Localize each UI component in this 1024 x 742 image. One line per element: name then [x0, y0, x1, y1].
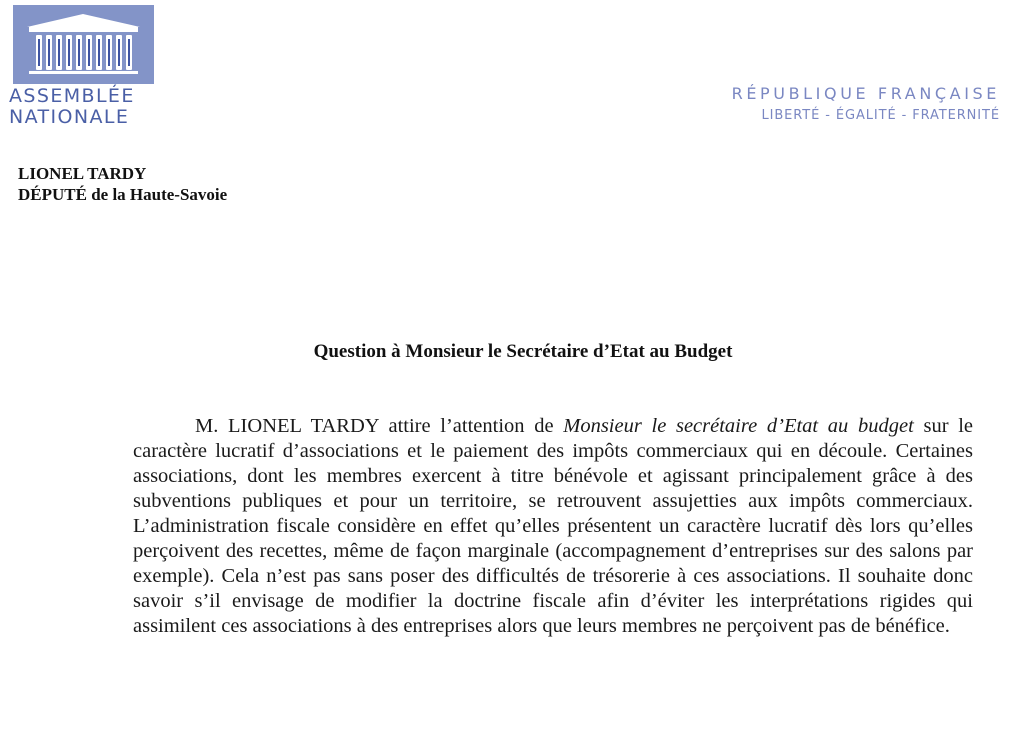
assemblee-nationale-building-icon	[13, 5, 154, 84]
assemblee-nationale-logo	[13, 5, 154, 84]
question-text: sur le caractère lucratif d’associations et le paiement des impôts commerciaux qui en découle. Certaines associations, dont les membres exercent à titre bénévole et agissant principalement grâce à des subventions publiques et pour un territoire, se retrouvent assujetties aux impôts commerciaux. L’administration fiscale considère en effet qu’elles présentent un caractère lucratif dès lors qu’elles perçoivent des recettes, même de façon marginale (accompagnement d’entreprises sur des salons par exemple). Cela n’est pas sans poser des difficultés de trésorerie à ces associations. Il souhaite donc savoir s’il envisage de modifier la doctrine fiscale afin d’éviter les interprétations rigides qui assimilent ces associations à des entreprises alors que leurs membres ne perçoivent pas de bénéfice.	[133, 415, 973, 637]
republic-title: RÉPUBLIQUE FRANÇAISE	[731, 84, 1000, 103]
question-intro: M. LIONEL TARDY attire l’attention de	[195, 415, 554, 437]
question-addressee: Monsieur le secrétaire d’Etat au budget	[563, 415, 914, 437]
deputy-block	[18, 163, 227, 205]
question-body	[133, 414, 973, 639]
republic-heading	[732, 84, 1000, 125]
assemblee-nationale-wordmark	[9, 86, 135, 128]
logo-line-1: ASSEMBLÉE	[9, 85, 135, 107]
deputy-name: LIONEL TARDY	[18, 164, 147, 183]
question-title: Question à Monsieur le Secrétaire d’Etat au Budget	[313, 341, 733, 362]
republic-motto: LIBERTÉ - ÉGALITÉ - FRATERNITÉ	[761, 108, 1000, 123]
deputy-role: DÉPUTÉ de la Haute-Savoie	[18, 185, 228, 204]
logo-line-2: NATIONALE	[9, 106, 130, 128]
